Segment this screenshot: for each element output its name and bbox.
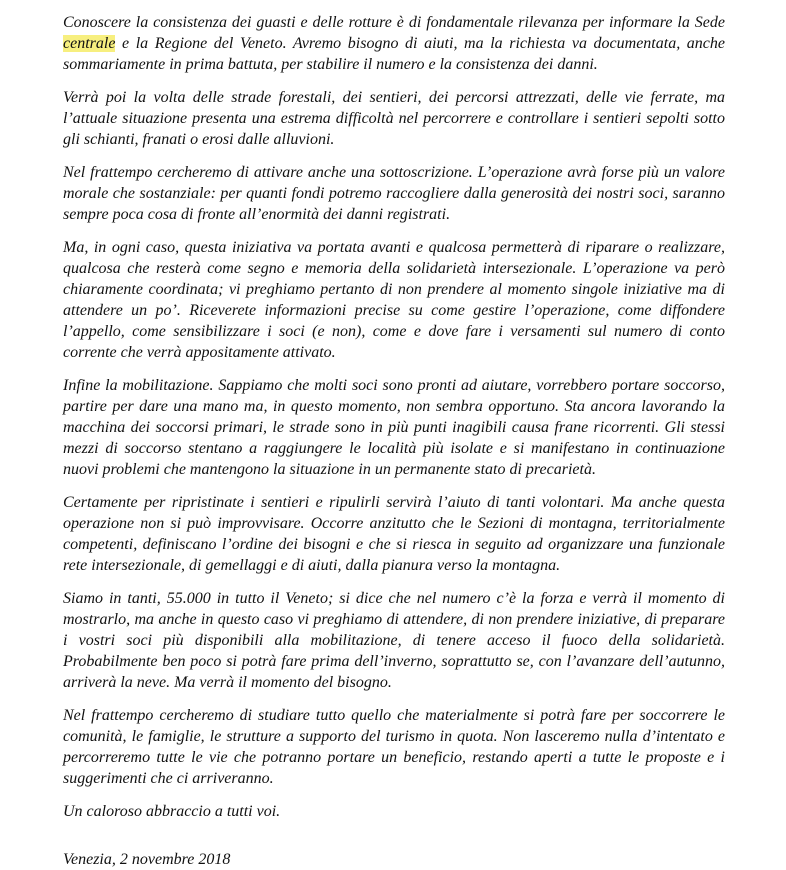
- letter-body: [63, 12, 725, 870]
- paragraph-4: Ma, in ogni caso, questa iniziativa va portata avanti e qualcosa permetterà di riparare o realizzare, qualcosa che resterà come segno e memoria della solidarietà intersezionale. L’operazione va però chiaramente coordinata; vi preghiamo pertanto di non prendere al momento singole iniziative ma di attendere un po’. Riceverete informazioni precise su come gestire l’operazione, come diffondere l’appello, come sensibilizzare i soci (e non), come e dove fare i versamenti sul numero di conto corrente che verrà appositamente attivato.: [63, 239, 725, 361]
- paragraph-1-text-after: e la Regione del Veneto. Avremo bisogno di aiuti, ma la richiesta va documentata, anche sommariamente in prima battuta, per stabilire il numero e la consistenza dei danni.: [63, 35, 725, 73]
- paragraph-2: Verrà poi la volta delle strade forestali, dei sentieri, dei percorsi attrezzati, delle vie ferrate, ma l’attuale situazione presenta una estrema difficoltà nel percorrere e controllare i sentieri sepolti sotto gli schianti, franati o erosi dalle alluvioni.: [63, 89, 725, 148]
- paragraph-1-text-before: Conoscere la consistenza dei guasti e delle rotture è di fondamentale rilevanza per informare la Sede: [63, 14, 725, 31]
- paragraph-1: [63, 12, 725, 75]
- highlighted-word: centrale: [63, 35, 116, 52]
- dateline: Venezia, 2 novembre 2018: [63, 851, 231, 868]
- paragraph-6: Certamente per ripristinate i sentieri e ripulirli servirà l’aiuto di tanti volontari. Ma anche questa operazione non si può improvvisare. Occorre anzitutto che le Sezioni di montagna, territorialmente competenti, definiscano l’ordine dei bisogni e che si riesca in seguito ad organizzare una funzionale rete intersezionale, di gemellaggi e di aiuti, dalla pianura verso la montagna.: [63, 494, 725, 574]
- paragraph-3: Nel frattempo cercheremo di attivare anche una sottoscrizione. L’operazione avrà forse più un valore morale che sostanziale: per quanti fondi potremo raccogliere dalla generosità dei nostri soci, saranno sempre poca cosa di fronte all’enormità dei danni registrati.: [63, 164, 725, 223]
- closing-greeting: Un caloroso abbraccio a tutti voi.: [63, 803, 281, 820]
- paragraph-8: Nel frattempo cercheremo di studiare tutto quello che materialmente si potrà fare per soccorrere le comunità, le famiglie, le strutture a supporto del turismo in quota. Non lasceremo nulla d’intentato e percorreremo tutte le vie che potranno portare un beneficio, restando aperti a tutte le proposte e i suggerimenti che ci arriveranno.: [63, 707, 725, 787]
- paragraph-5: Infine la mobilitazione. Sappiamo che molti soci sono pronti ad aiutare, vorrebbero portare soccorso, partire per dare una mano ma, in questo momento, non sembra opportuno. Sta ancora lavorando la macchina dei soccorsi primari, le strade sono in più punti inagibili causa frane ricorrenti. Gli stessi mezzi di soccorso stentano a raggiungere le località più isolate e si manifestano in continuazione nuovi problemi che mantengono la situazione in un permanente stato di precarietà.: [63, 377, 725, 478]
- paragraph-7: Siamo in tanti, 55.000 in tutto il Veneto; si dice che nel numero c’è la forza e verrà il momento di mostrarlo, ma anche in questo caso vi preghiamo di attendere, di non prendere iniziative, di preparare i vostri soci più disponibili alla mobilitazione, di tenere acceso il fuoco della solidarietà. Probabilmente ben poco si potrà fare prima dell’inverno, soprattutto se, con l’avanzare dell’autunno, arriverà la neve. Ma verrà il momento del bisogno.: [63, 590, 725, 691]
